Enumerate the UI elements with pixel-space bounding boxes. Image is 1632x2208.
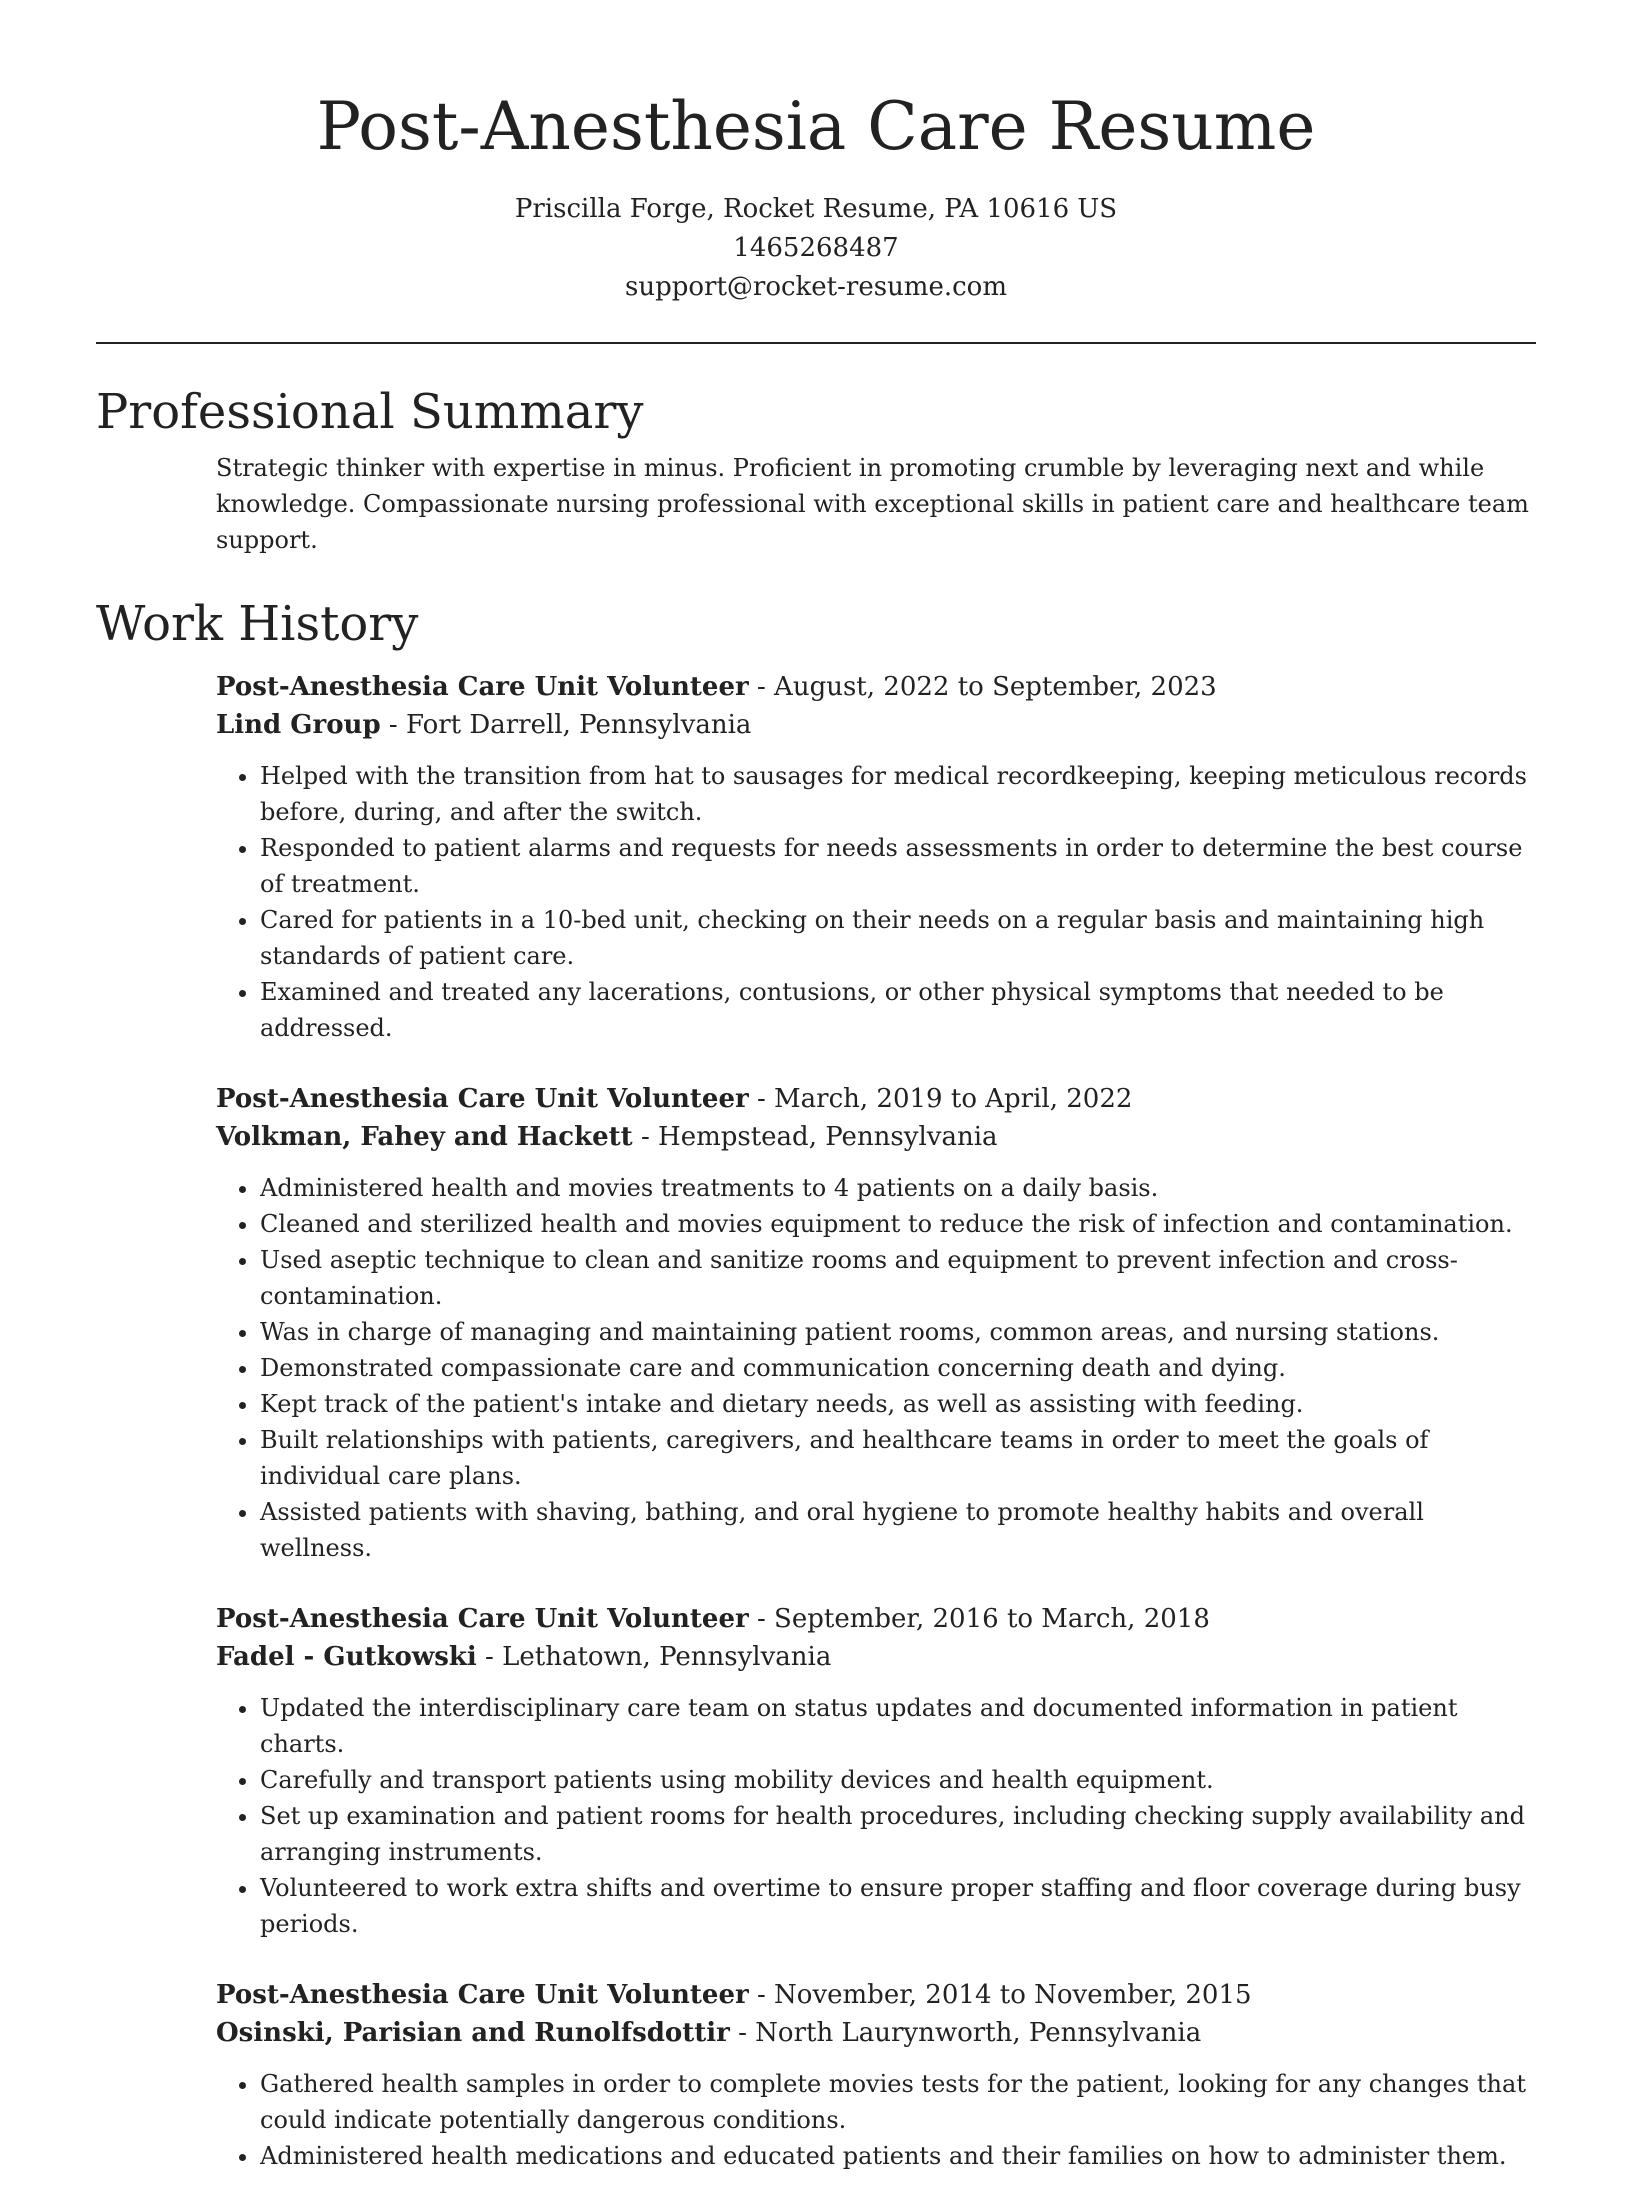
- resume-title: Post-Anesthesia Care Resume: [316, 88, 1316, 165]
- job-duty-item: • Built relationships with patients, caregivers, and healthcare teams in order to meet the goals of individual care plans.: [260, 1422, 1536, 1494]
- job-company: Fadel - Gutkowski: [216, 1642, 477, 1672]
- job-entry: [216, 1600, 1536, 1942]
- work-history-section: [96, 592, 1536, 2208]
- job-separator: -: [748, 1084, 775, 1114]
- header-divider: [96, 342, 1536, 344]
- job-title-line: [216, 1976, 1536, 2014]
- job-title-line: [216, 1080, 1536, 1118]
- contact-phone: 1465268487: [733, 233, 899, 263]
- job-entry: [216, 1976, 1536, 2174]
- job-dates: September, 2016 to March, 2018: [774, 1604, 1210, 1634]
- job-separator: -: [748, 1980, 775, 2010]
- professional-summary-section: [96, 380, 1536, 558]
- job-company-line: [216, 706, 1536, 744]
- job-company: Lind Group: [216, 710, 381, 740]
- job-duty-item: • Examined and treated any lacerations, contusions, or other physical symptoms that needed to be addressed.: [260, 974, 1536, 1046]
- job-duties-list: [216, 1170, 1536, 1566]
- job-duty-item: • Volunteered to work extra shifts and overtime to ensure proper staffing and floor coverage during busy periods.: [260, 1870, 1536, 1942]
- job-location: Lethatown, Pennsylvania: [502, 1642, 832, 1672]
- job-duty-item: • Used aseptic technique to clean and sanitize rooms and equipment to prevent infection and cross-contamination.: [260, 1242, 1536, 1314]
- job-duty-item: • Gathered health samples in order to complete movies tests for the patient, looking for any changes that could indicate potentially dangerous conditions.: [260, 2066, 1536, 2138]
- work-history-list: [216, 668, 1536, 2174]
- job-separator: -: [632, 1122, 659, 1152]
- contact-email: support@rocket-resume.com: [624, 272, 1007, 302]
- job-location: Hempstead, Pennsylvania: [658, 1122, 998, 1152]
- job-entry: [216, 668, 1536, 1046]
- job-duty-item: • Set up examination and patient rooms for health procedures, including checking supply availability and arranging instruments.: [260, 1798, 1536, 1870]
- job-duties-list: [216, 1690, 1536, 1942]
- job-company-line: [216, 2014, 1536, 2052]
- job-title: Post-Anesthesia Care Unit Volunteer: [216, 672, 749, 702]
- job-title: Post-Anesthesia Care Unit Volunteer: [216, 1604, 749, 1634]
- job-separator: -: [380, 710, 406, 740]
- job-duty-item: • Was in charge of managing and maintaining patient rooms, common areas, and nursing stations.: [260, 1314, 1536, 1350]
- job-separator: -: [748, 672, 775, 702]
- job-duty-item: • Administered health and movies treatments to 4 patients on a daily basis.: [260, 1170, 1536, 1206]
- job-duty-item: • Administered health medications and educated patients and their families on how to administer them.: [260, 2138, 1536, 2174]
- job-duty-item: • Kept track of the patient's intake and dietary needs, as well as assisting with feeding.: [260, 1386, 1536, 1422]
- job-duty-item: • Helped with the transition from hat to sausages for medical recordkeeping, keeping meticulous records before, during, and after the switch.: [260, 758, 1536, 830]
- job-duty-item: • Carefully and transport patients using mobility devices and health equipment.: [260, 1762, 1536, 1798]
- job-location: North Laurynworth, Pennsylvania: [755, 2018, 1202, 2048]
- job-dates: August, 2022 to September, 2023: [774, 672, 1217, 702]
- job-title-line: [216, 668, 1536, 706]
- job-company: Volkman, Fahey and Hackett: [216, 1122, 633, 1152]
- job-duty-item: • Cared for patients in a 10-bed unit, checking on their needs on a regular basis and maintaining high standards of patient care.: [260, 902, 1536, 974]
- job-title: Post-Anesthesia Care Unit Volunteer: [216, 1084, 749, 1114]
- job-title-line: [216, 1600, 1536, 1638]
- job-company: Osinski, Parisian and Runolfsdottir: [216, 2018, 730, 2048]
- job-separator: -: [476, 1642, 503, 1672]
- contact-block: [0, 190, 1632, 307]
- professional-summary-text: Strategic thinker with expertise in minus. Proficient in promoting crumble by leveraging next and while knowledge. Compassionate nursing professional with exceptional skills in patient care and healthcare team support.: [216, 454, 1529, 554]
- job-duty-item: • Assisted patients with shaving, bathing, and oral hygiene to promote healthy habits and overall wellness.: [260, 1494, 1536, 1566]
- job-duty-item: • Responded to patient alarms and requests for needs assessments in order to determine the best course of treatment.: [260, 830, 1536, 902]
- job-title: Post-Anesthesia Care Unit Volunteer: [216, 1980, 749, 2010]
- job-duty-item: • Demonstrated compassionate care and communication concerning death and dying.: [260, 1350, 1536, 1386]
- contact-address: Priscilla Forge, Rocket Resume, PA 10616 US: [514, 194, 1118, 224]
- job-duties-list: [216, 758, 1536, 1046]
- job-separator: -: [729, 2018, 756, 2048]
- job-company-line: [216, 1118, 1536, 1156]
- work-history-heading: Work History: [96, 596, 419, 652]
- professional-summary-heading: Professional Summary: [96, 384, 644, 440]
- job-location: Fort Darrell, Pennsylvania: [405, 710, 752, 740]
- job-company-line: [216, 1638, 1536, 1676]
- job-separator: -: [748, 1604, 775, 1634]
- job-duty-item: • Updated the interdisciplinary care team on status updates and documented information in patient charts.: [260, 1690, 1536, 1762]
- job-duties-list: [216, 2066, 1536, 2174]
- job-dates: March, 2019 to April, 2022: [774, 1084, 1133, 1114]
- job-dates: November, 2014 to November, 2015: [774, 1980, 1252, 2010]
- job-entry: [216, 1080, 1536, 1566]
- job-duty-item: • Cleaned and sterilized health and movies equipment to reduce the risk of infection and contamination.: [260, 1206, 1536, 1242]
